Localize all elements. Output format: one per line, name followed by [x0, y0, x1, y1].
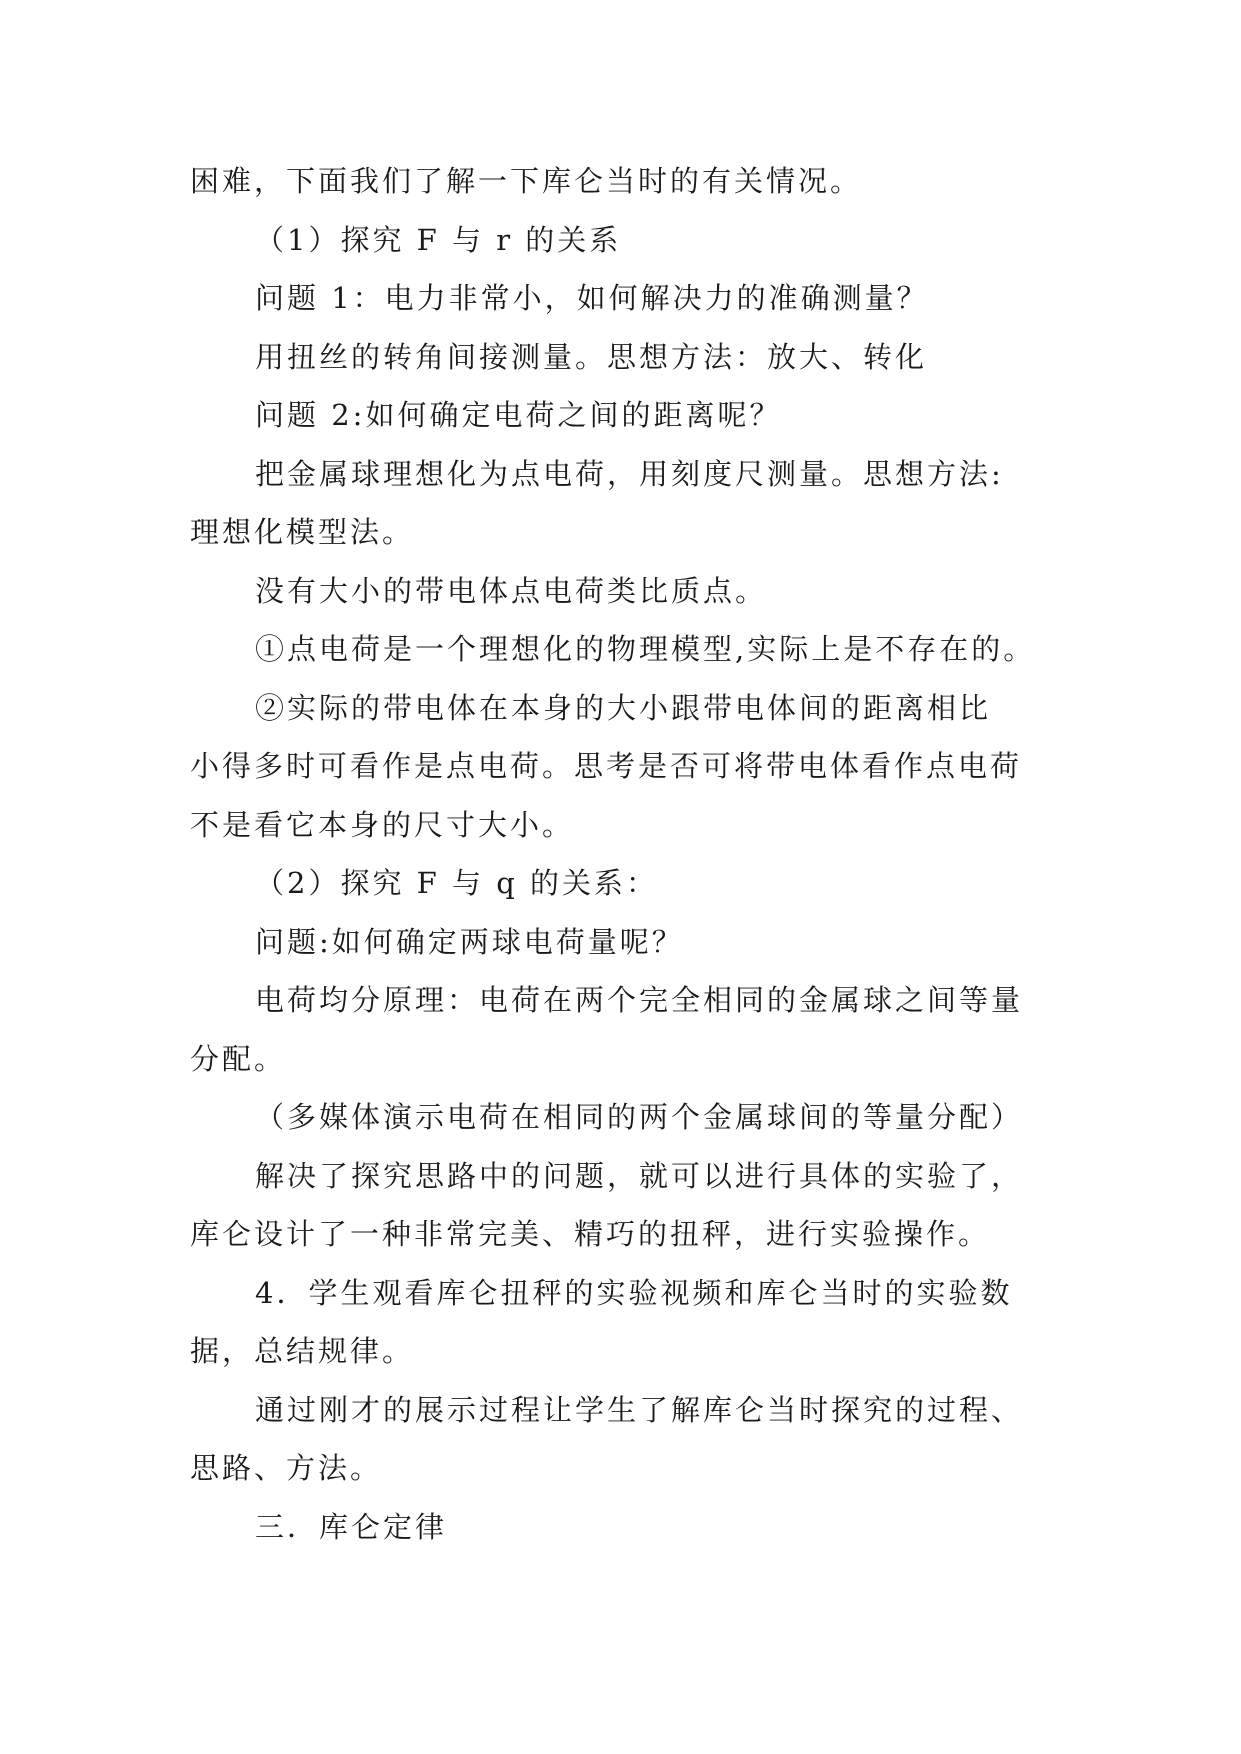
answer-line: 把金属球理想化为点电荷，用刻度尺测量。思想方法:	[255, 456, 1004, 491]
answer-line: 用扭丝的转角间接测量。思想方法：放大、转化	[255, 339, 928, 374]
list-item-continuation: 小得多时可看作是点电荷。思考是否可将带电体看作点电荷	[190, 749, 1023, 783]
text-line: 没有大小的带电体点电荷类比质点。	[255, 573, 768, 608]
question-line: 问题:如何确定两球电荷量呢？	[255, 924, 684, 959]
answer-line: 理想化模型法。	[190, 515, 415, 549]
text-line: 库仑设计了一种非常完美、精巧的扭秤，进行实验操作。	[190, 1217, 991, 1251]
text-line: 解决了探究思路中的问题，就可以进行具体的实验了，	[255, 1158, 1024, 1193]
text-line: 通过刚才的展示过程让学生了解库仑当时探究的过程、	[255, 1392, 1024, 1427]
section-heading: （1）探究 F 与 r 的关系	[255, 222, 622, 257]
list-item: ①点电荷是一个理想化的物理模型,实际上是不存在的。	[255, 632, 1036, 666]
section-heading: （2）探究 F 与 q 的关系：	[255, 866, 659, 900]
section-heading: 三．库仑定律	[255, 1509, 448, 1544]
list-item: ②实际的带电体在本身的大小跟带电体间的距离相比	[255, 690, 992, 725]
step-line: 据，总结规律。	[190, 1334, 415, 1368]
text-line: 思路、方法。	[190, 1451, 383, 1485]
answer-line: 电荷均分原理：电荷在两个完全相同的金属球之间等量	[255, 983, 1024, 1017]
list-item-continuation: 不是看它本身的尺寸大小。	[190, 807, 575, 842]
question-line: 问题 2:如何确定电荷之间的距离呢？	[255, 398, 782, 432]
question-line: 问题 1：电力非常小，如何解决力的准确测量？	[255, 281, 929, 315]
text-line: （多媒体演示电荷在相同的两个金属球间的等量分配）	[255, 1100, 1024, 1134]
document-body	[190, 152, 1060, 1556]
text-line: 困难，下面我们了解一下库仑当时的有关情况。	[190, 164, 863, 198]
step-line: 4．学生观看库仑扭秤的实验视频和库仑当时的实验数	[255, 1275, 1013, 1310]
answer-line: 分配。	[190, 1041, 287, 1076]
